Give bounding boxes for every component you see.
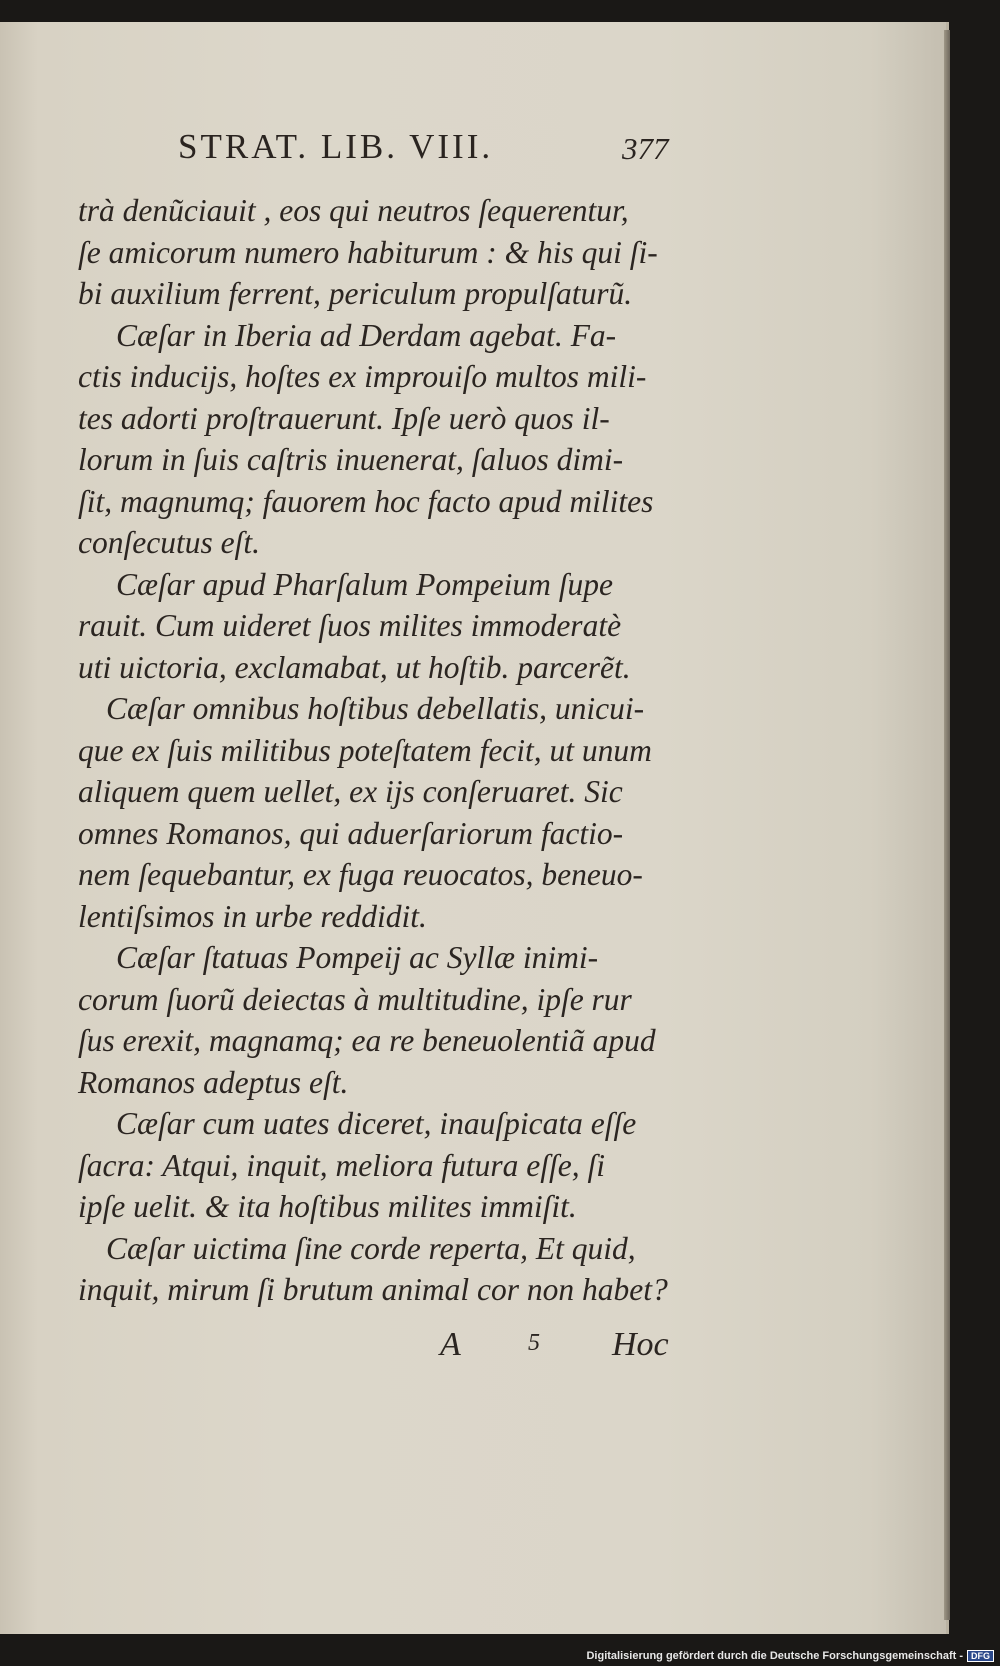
book-page — [0, 22, 949, 1634]
text-line: que ex ſuis militibus poteſtatem fecit, ut unum — [78, 732, 652, 768]
text-line: Cæſar omnibus hoſtibus debellatis, unicui- — [106, 691, 645, 726]
text-line: ſus erexit, magnamq; ea re beneuolentiã apud — [78, 1023, 656, 1058]
text-line: ctis induciјs, hoſtes ex improuiſo multos mili- — [78, 359, 647, 394]
digitization-credit — [586, 1650, 994, 1662]
signature-mark: A — [440, 1326, 461, 1363]
text-line: ſe amicorum numero habiturum : & his qui ſi- — [78, 234, 658, 270]
text-line: tes adorti proſtrauerunt. Ipſe uerò quos il- — [78, 400, 610, 436]
credit-text: Digitalisierung gefördert durch die Deutsche Forschungsgemeinschaft - — [586, 1649, 963, 1662]
text-line: bi auxilium ferrent, periculum propulſaturũ. — [78, 276, 633, 311]
text-line: Cæſar in Iberia ad Derdam agebat. Fa- — [116, 317, 617, 353]
text-line: Cæſar ſtatuas Pompeiј ac Syllæ inimi- — [116, 940, 599, 975]
dfg-logo: DFG — [967, 1650, 994, 1662]
page-number: 377 — [622, 131, 669, 166]
text-line: conſecutus eſt. — [78, 525, 260, 560]
text-line: Cæſar cum uates diceret, inauſpicata eſſe — [116, 1106, 637, 1141]
text-line: lorum in ſuis caſtris inuenerat, ſaluos dimi- — [78, 442, 624, 477]
text-line: ipſe uelit. & ita hoſtibus milites immiſit. — [78, 1189, 577, 1224]
text-line: rauit. Cum uideret ſuos milites immoderatè — [78, 608, 622, 643]
running-title: STRAT. LIB. VIII. — [178, 127, 494, 166]
text-line: aliquem quem uellet, ex iјs conſeruaret. Sic — [78, 774, 623, 809]
text-line: nem ſequebantur, ex fuga reuocatos, beneuo- — [78, 857, 643, 892]
body-text — [78, 190, 698, 1311]
text-line: ſacra: Atqui, inquit, meliora futura eſſe, ſi — [78, 1147, 606, 1183]
text-line: trà denũciauit , eos qui neutros ſequerentur, — [78, 193, 629, 228]
text-line: uti uictoria, exclamabat, ut hoſtib. parcerẽt. — [78, 649, 631, 685]
text-line: lentiſsimos in urbe reddidit. — [78, 898, 427, 934]
text-line: omnes Romanos, qui aduerſariorum factio- — [78, 815, 624, 851]
text-line: corum ſuorũ deiectas à multitudine, ipſe rur — [78, 981, 632, 1017]
text-line: Cæſar uictima ſine corde reperta, Et quid, — [106, 1230, 636, 1266]
catchword: Hoc — [612, 1326, 669, 1363]
text-line: Cæſar apud Pharſalum Pompeium ſupe — [116, 566, 613, 602]
text-line: inquit, mirum ſi brutum animal cor non habet? — [78, 1272, 668, 1307]
text-line: ſit, magnumq; fauorem hoc facto apud milites — [78, 483, 654, 519]
signature-number: 5 — [528, 1330, 540, 1356]
text-line: Romanos adeptus eſt. — [78, 1064, 349, 1100]
